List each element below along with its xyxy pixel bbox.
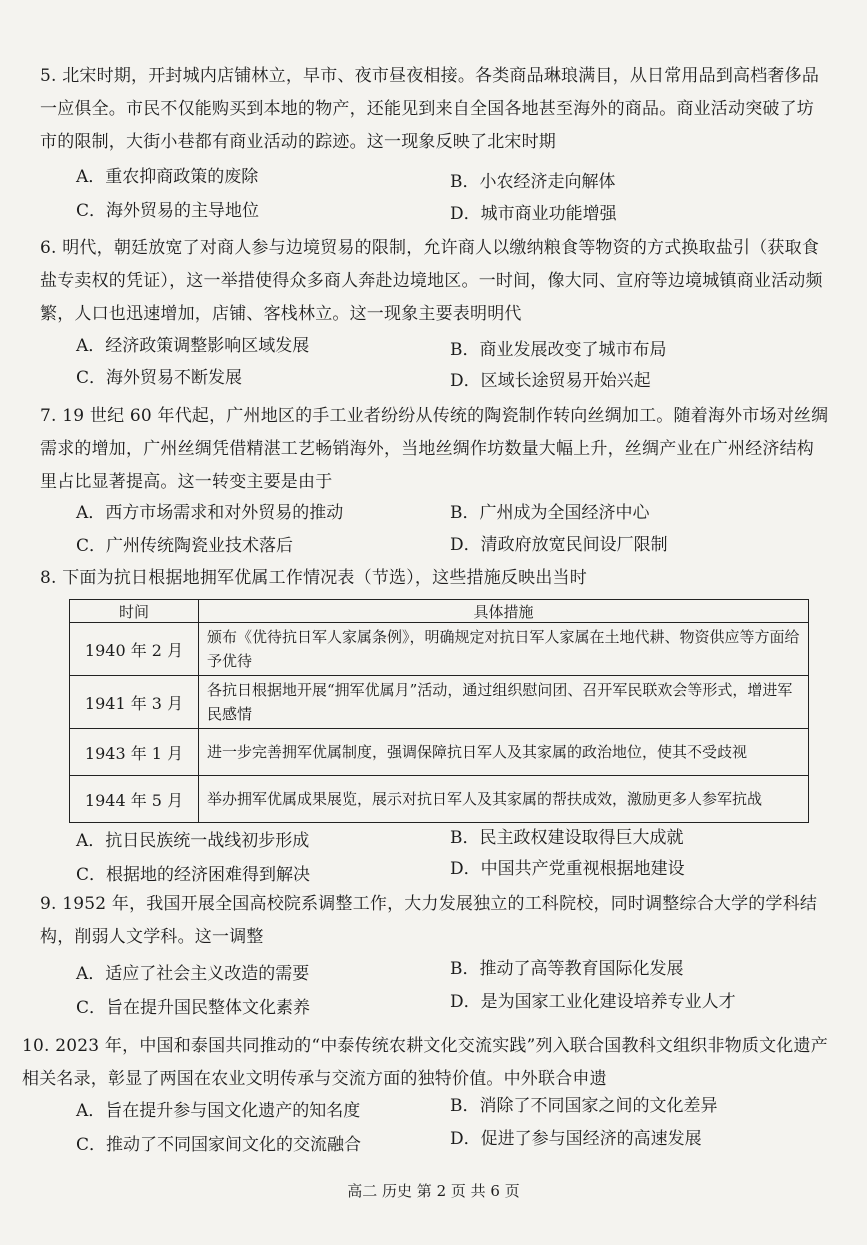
question-8-option-a[interactable]: A．抗日民族统一战线初步形成 <box>76 831 310 851</box>
question-number: 8. <box>40 568 57 588</box>
measures-table <box>69 599 809 823</box>
question-8-stem <box>40 562 830 595</box>
table-header-row <box>70 600 809 623</box>
question-7-option-c[interactable]: C．广州传统陶瓷业技术落后 <box>76 536 294 556</box>
table-cell-time: 1940 年 2 月 <box>70 623 199 676</box>
question-9-option-b[interactable]: B．推动了高等教育国际化发展 <box>450 959 684 979</box>
question-6-option-a[interactable]: A．经济政策调整影响区域发展 <box>76 336 310 356</box>
question-10-option-a[interactable]: A．旨在提升参与国文化遗产的知名度 <box>76 1101 361 1121</box>
question-6-option-d[interactable]: D．区域长途贸易开始兴起 <box>450 371 651 391</box>
question-text: 2023 年，中国和泰国共同推动的“中泰传统农耕文化交流实践”列入联合国教科文组织非物质文化遗产相关名录，彰显了两国在农业文明传承与交流方面的独特价值。中外联合申遗 <box>22 1036 828 1089</box>
question-10-option-d[interactable]: D．促进了参与国经济的高速发展 <box>450 1129 702 1149</box>
question-9-option-d[interactable]: D．是为国家工业化建设培养专业人才 <box>450 992 736 1012</box>
table-header-measure: 具体措施 <box>199 600 809 623</box>
question-5-option-c[interactable]: C．海外贸易的主导地位 <box>76 201 260 221</box>
question-7-option-a[interactable]: A．西方市场需求和对外贸易的推动 <box>76 503 344 523</box>
question-6-option-b[interactable]: B．商业发展改变了城市布局 <box>450 340 667 360</box>
question-9-stem <box>40 888 830 954</box>
question-5-option-a[interactable]: A．重农抑商政策的废除 <box>76 167 259 187</box>
question-7-option-d[interactable]: D．清政府放宽民间设厂限制 <box>450 535 668 555</box>
question-text: 1952 年，我国开展全国高校院系调整工作，大力发展独立的工科院校，同时调整综合大学的学科结构，削弱人文学科。这一调整 <box>40 894 818 947</box>
question-5-stem <box>40 60 830 159</box>
question-10-stem <box>22 1030 830 1096</box>
page-footer: 高二 历史 第 2 页 共 6 页 <box>347 1182 520 1200</box>
table-row <box>70 676 809 729</box>
question-7-stem <box>40 400 830 499</box>
question-10-option-b[interactable]: B．消除了不同国家之间的文化差异 <box>450 1096 718 1116</box>
question-9-option-a[interactable]: A．适应了社会主义改造的需要 <box>76 964 310 984</box>
question-number: 10. <box>22 1036 50 1056</box>
question-9-option-c[interactable]: C．旨在提升国民整体文化素养 <box>76 998 311 1018</box>
question-8-option-b[interactable]: B．民主政权建设取得巨大成就 <box>450 828 684 848</box>
question-number: 7. <box>40 406 57 426</box>
table-cell-measure: 举办拥军优属成果展览，展示对抗日军人及其家属的帮扶成效，激励更多人参军抗战 <box>199 776 809 823</box>
question-number: 6. <box>40 238 57 258</box>
question-6-option-c[interactable]: C．海外贸易不断发展 <box>76 368 243 388</box>
table-cell-measure: 进一步完善拥军优属制度，强调保障抗日军人及其家属的政治地位，使其不受歧视 <box>199 729 809 776</box>
question-number: 9. <box>40 894 57 914</box>
table-cell-measure: 各抗日根据地开展“拥军优属月”活动，通过组织慰问团、召开军民联欢会等形式，增进军民感情 <box>199 676 809 729</box>
question-10-option-c[interactable]: C．推动了不同国家间文化的交流融合 <box>76 1135 362 1155</box>
table-cell-time: 1944 年 5 月 <box>70 776 199 823</box>
table-cell-time: 1943 年 1 月 <box>70 729 199 776</box>
question-5-option-b[interactable]: B．小农经济走向解体 <box>450 172 616 192</box>
question-8-option-c[interactable]: C．根据地的经济困难得到解决 <box>76 865 311 885</box>
question-text: 下面为抗日根据地拥军优属工作情况表（节选），这些措施反映出当时 <box>62 568 587 588</box>
question-number: 5. <box>40 66 57 86</box>
question-text: 明代，朝廷放宽了对商人参与边境贸易的限制，允许商人以缴纳粮食等物资的方式换取盐引（获取食盐专卖权的凭证），这一举措使得众多商人奔赴边境地区。一时间，像大同、宣府等边境城镇商业活动频繁，人口也迅速增加，店铺、客栈林立。这一现象主要表明明代 <box>40 238 823 324</box>
question-7-option-b[interactable]: B．广州成为全国经济中心 <box>450 503 650 523</box>
question-8-option-d[interactable]: D．中国共产党重视根据地建设 <box>450 859 685 879</box>
table-cell-time: 1941 年 3 月 <box>70 676 199 729</box>
question-text: 北宋时期，开封城内店铺林立，早市、夜市昼夜相接。各类商品琳琅满目，从日常用品到高档奢侈品一应俱全。市民不仅能购买到本地的物产，还能见到来自全国各地甚至海外的商品。商业活动突破了坊市的限制，大街小巷都有商业活动的踪迹。这一现象反映了北宋时期 <box>40 66 820 152</box>
table-header-time: 时间 <box>70 600 199 623</box>
question-text: 19 世纪 60 年代起，广州地区的手工业者纷纷从传统的陶瓷制作转向丝绸加工。随着海外市场对丝绸需求的增加，广州丝绸凭借精湛工艺畅销海外，当地丝绸作坊数量大幅上升，丝绸产业在广州经济结构里占比显著提高。这一转变主要是由于 <box>40 406 829 492</box>
question-6-stem <box>40 232 830 331</box>
table-row <box>70 729 809 776</box>
question-5-option-d[interactable]: D．城市商业功能增强 <box>450 204 617 224</box>
table-row <box>70 623 809 676</box>
table-row <box>70 776 809 823</box>
table-cell-measure: 颁布《优待抗日军人家属条例》，明确规定对抗日军人家属在土地代耕、物资供应等方面给予优待 <box>199 623 809 676</box>
